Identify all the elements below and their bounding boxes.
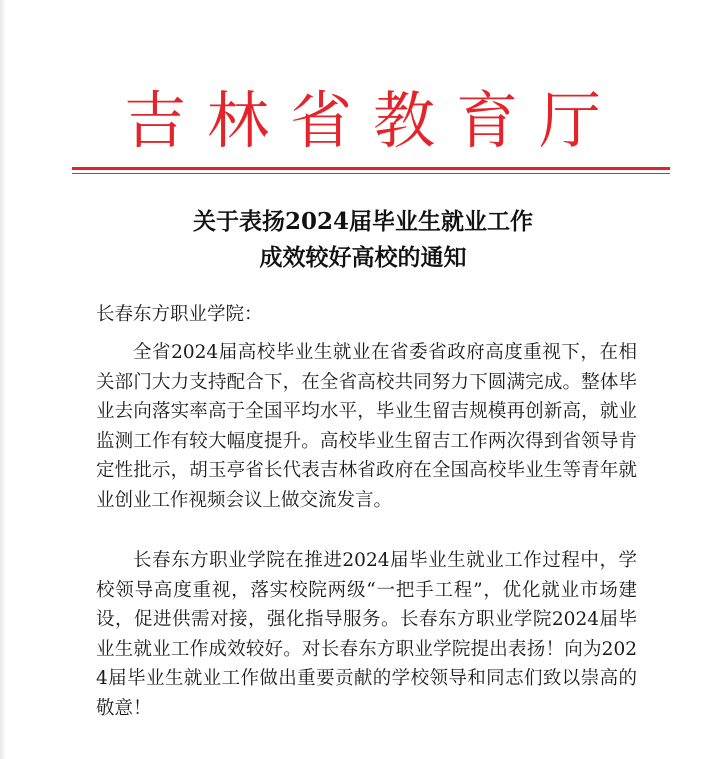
document-title-line-2: 成效较好高校的通知 [259,244,467,271]
document-title-line-1: 关于表扬2024届毕业生就业工作 [192,208,533,235]
salutation: 长春东方职业学院： [96,304,263,325]
issuing-department-header: 吉林省教育厅 [123,84,622,157]
red-header-rule-thick [72,167,670,170]
red-header-rule-thin [72,173,670,174]
document-title [0,204,726,276]
body-paragraph-1: 全省2024届高校毕业生就业在省委省政府高度重视下，在相关部门大力支持配合下，在全省高校共同努力下圆满完成。整体毕业去向落实率高于全国平均水平，毕业生留吉规模再创新高，就业监测工作有较大幅度提升。高校毕业生留吉工作两次得到省领导肯定性批示，胡玉亭省长代表吉林省政府在全国高校毕业生等青年就业创业工作视频会议上做交流发言。 [96,342,637,511]
body-paragraph-2: 长春东方职业学院在推进2024届毕业生就业工作过程中，学校领导高度重视，落实校院两级“一把手工程”，优化就业市场建设，促进供需对接，强化指导服务。长春东方职业学院2024届毕业生就业工作成效较好。对长春东方职业学院提出表扬！向为2024届毕业生就业工作做出重要贡献的学校领导和同志们致以崇高的敬意！ [96,550,637,719]
